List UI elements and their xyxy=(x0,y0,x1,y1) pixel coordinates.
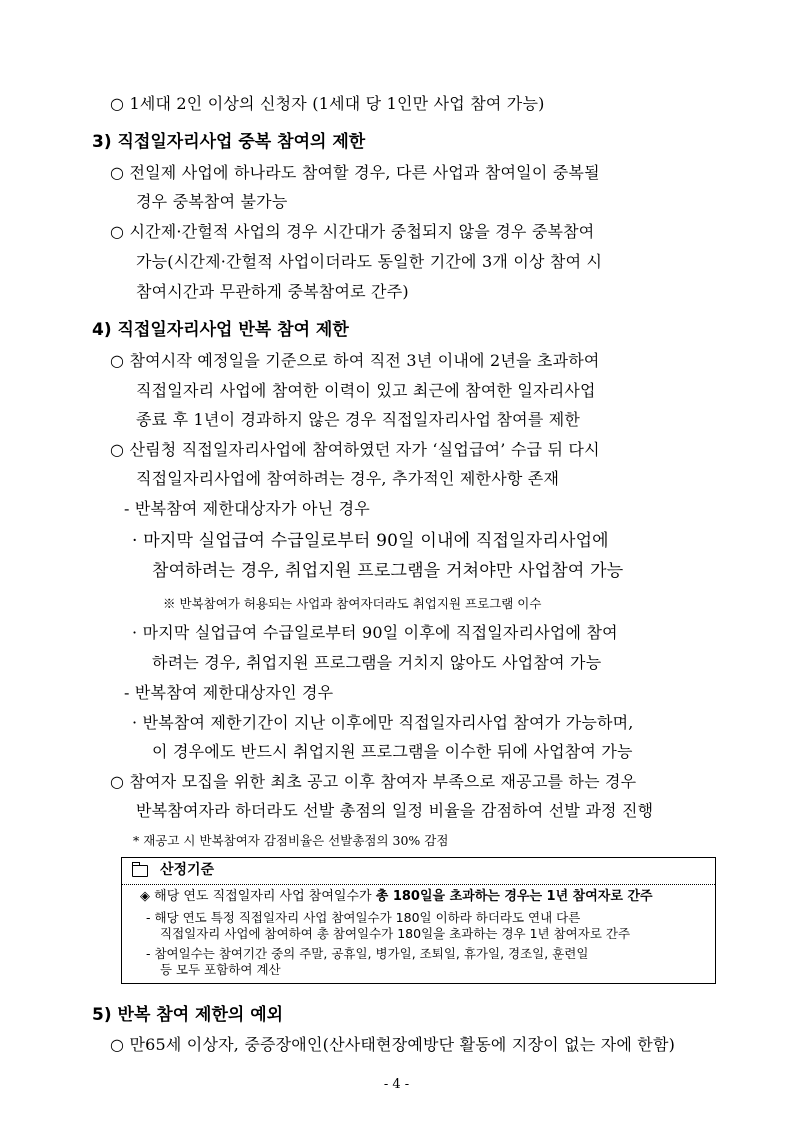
criteria-main-line xyxy=(140,889,653,905)
text-line: · 마지막 실업급여 수급일로부터 90일 이후에 직접일자리사업에 참여 xyxy=(132,623,618,642)
text-line: ○ 참여자 모집을 위한 최초 공고 이후 참여자 부족으로 재공고를 하는 경우 xyxy=(110,772,637,791)
text-line: 종료 후 1년이 경과하지 않은 경우 직접일자리사업 참여를 제한 xyxy=(136,410,581,429)
criteria-line: - 해당 연도 특정 직접일자리 사업 참여일수가 180일 이하라 하더라도 연내 다른 xyxy=(146,910,581,925)
criteria-box-title: 산정기준 xyxy=(160,862,215,878)
text-line: ○ 만65세 이상자, 중증장애인(산사태현장예방단 활동에 지장이 없는 자에 한함) xyxy=(110,1035,676,1054)
text-line: 반복참여자라 하더라도 선발 총점의 일정 비율을 감점하여 선발 과정 진행 xyxy=(136,801,654,820)
text-line: - 반복참여 제한대상자인 경우 xyxy=(124,683,334,702)
criteria-main-plain: ◈ 해당 연도 직접일자리 사업 참여일수가 xyxy=(140,889,376,904)
criteria-line: 등 모두 포함하여 계산 xyxy=(160,962,281,977)
criteria-main-bold: 총 180일을 초과하는 경우는 1년 참여자로 간주 xyxy=(375,889,653,904)
note-line: * 재공고 시 반복참여자 감점비율은 선발총점의 30% 감점 xyxy=(133,833,449,848)
text-line: 이 경우에도 반드시 취업지원 프로그램을 이수한 뒤에 사업참여 가능 xyxy=(152,742,633,761)
text-line: ○ 참여시작 예정일을 기준으로 하여 직전 3년 이내에 2년을 초과하여 xyxy=(110,351,600,370)
criteria-box xyxy=(121,857,716,984)
criteria-line: - 참여일수는 참여기간 중의 주말, 공휴일, 병가일, 조퇴일, 휴가일, 경조일, 훈련일 xyxy=(146,946,589,961)
text-line: 하려는 경우, 취업지원 프로그램을 거치지 않아도 사업참여 가능 xyxy=(152,653,602,672)
text-line: ○ 전일제 사업에 하나라도 참여할 경우, 다른 사업과 참여일이 중복될 xyxy=(110,163,600,182)
text-line: · 마지막 실업급여 수급일로부터 90일 이내에 직접일자리사업에 xyxy=(132,531,609,551)
section-heading-4: 4) 직접일자리사업 반복 참여 제한 xyxy=(92,320,349,340)
text-line: 직접일자리사업에 참여하려는 경우, 추가적인 제한사항 존재 xyxy=(136,469,560,488)
text-line: 직접일자리 사업에 참여한 이력이 있고 최근에 참여한 일자리사업 xyxy=(136,381,596,400)
text-line: 가능(시간제·간헐적 사업이더라도 동일한 기간에 3개 이상 참여 시 xyxy=(136,252,603,271)
criteria-line: 직접일자리 사업에 참여하여 총 참여일수가 180일을 초과하는 경우 1년 참여자로 간주 xyxy=(160,926,631,941)
text-line: ○ 산림청 직접일자리사업에 참여하였던 자가 ‘실업급여’ 수급 뒤 다시 xyxy=(110,440,600,459)
folder-icon xyxy=(132,865,148,877)
note-line: ※ 반복참여가 허용되는 사업과 참여자더라도 취업지원 프로그램 이수 xyxy=(163,596,542,611)
text-line: 참여하려는 경우, 취업지원 프로그램을 거쳐야만 사업참여 가능 xyxy=(152,561,624,581)
page-number: - 4 - xyxy=(383,1077,410,1092)
text-line: ○ 시간제·간헐적 사업의 경우 시간대가 중첩되지 않을 경우 중복참여 xyxy=(110,222,595,241)
section-heading-5: 5) 반복 참여 제한의 예외 xyxy=(92,1005,284,1025)
text-line: 참여시간과 무관하게 중복참여로 간주) xyxy=(136,282,409,301)
text-line: ○ 1세대 2인 이상의 신청자 (1세대 당 1인만 사업 참여 가능) xyxy=(110,94,545,113)
criteria-box-header xyxy=(122,858,715,885)
text-line: · 반복참여 제한기간이 지난 이후에만 직접일자리사업 참여가 가능하며, xyxy=(132,713,634,732)
text-line: - 반복참여 제한대상자가 아닌 경우 xyxy=(124,499,370,518)
section-heading-3: 3) 직접일자리사업 중복 참여의 제한 xyxy=(92,132,366,152)
text-line: 경우 중복참여 불가능 xyxy=(136,192,288,211)
